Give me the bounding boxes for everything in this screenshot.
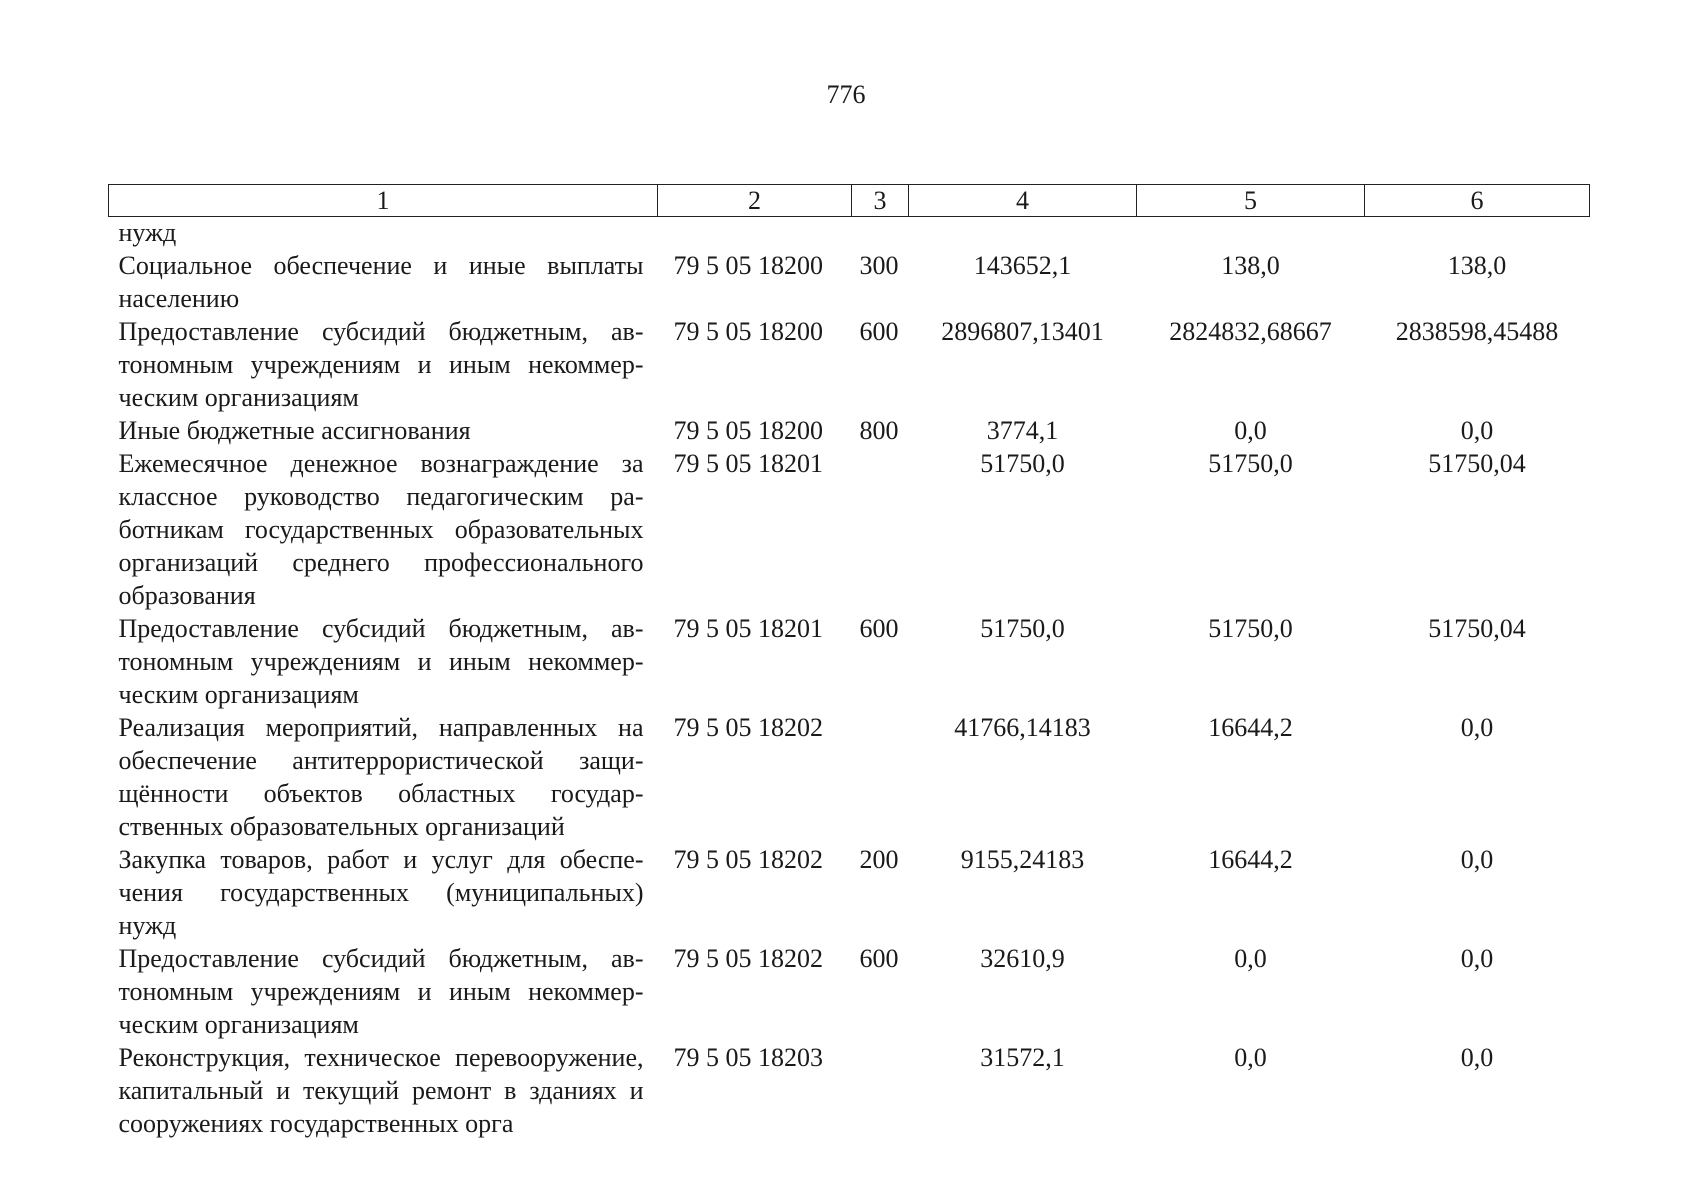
row-name: Предоставление субсидий бюджетным, автономным учреждениям и иным некоммерческим организациям (118, 317, 644, 412)
row-value-col6: 0,0 (1460, 416, 1494, 445)
row-value-col4 (909, 217, 1137, 250)
row-value-col4: 32610,9 (980, 944, 1065, 973)
row-expense-type: 300 (859, 251, 899, 280)
row-name: Реконструкция, техническое перевооружение, капитальный и текущий ремонт в зданиях и сооружениях государственных орга (118, 1043, 644, 1138)
table-header-row (109, 185, 1590, 217)
row-name: Предоставление субсидий бюджетным, автономным учреждениям и иным некоммерческим организациям (118, 614, 644, 709)
row-expense-type: 200 (859, 845, 899, 874)
row-code: 79 5 05 18200 (673, 317, 823, 346)
row-expense-type (852, 217, 909, 250)
row-expense-type (852, 1041, 909, 1140)
row-name: Реализация мероприятий, направленных на обеспечение антитеррористической защищённости объектов областных государственных образовательных организаций (118, 713, 644, 841)
row-value-col5: 0,0 (1234, 416, 1267, 445)
row-name: Иные бюджетные ассигнования (118, 416, 471, 445)
table-row (109, 315, 1590, 414)
row-code: 79 5 05 18203 (673, 1043, 823, 1072)
table-row (109, 612, 1590, 711)
row-value-col5: 0,0 (1234, 944, 1267, 973)
row-value-col6: 138,0 (1447, 251, 1507, 280)
row-value-col6: 2838598,45488 (1395, 317, 1559, 346)
row-code: 79 5 05 18200 (673, 416, 823, 445)
row-value-col4: 2896807,13401 (941, 317, 1104, 346)
row-value-col6: 51750,04 (1428, 614, 1526, 643)
row-code: 79 5 05 18202 (673, 944, 823, 973)
table-row (109, 249, 1590, 315)
row-value-col5: 16644,2 (1208, 713, 1293, 742)
page-number: 776 (826, 80, 866, 109)
row-value-col6 (1365, 217, 1590, 250)
table-row (109, 414, 1590, 447)
row-name: Ежемесячное денежное вознаграждение за классное руководство педагогическим работникам государственных образовательных организаций среднего профессионального образования (118, 449, 644, 610)
row-value-col4: 3774,1 (986, 416, 1059, 445)
column-header-6: 6 (1365, 185, 1590, 217)
row-value-col5: 2824832,68667 (1169, 317, 1332, 346)
row-name: нужд (118, 218, 177, 247)
row-name: Закупка товаров, работ и услуг для обеспечения государственных (муниципальных) нужд (118, 845, 644, 940)
table-row (109, 217, 1590, 250)
row-value-col4: 41766,14183 (954, 713, 1091, 742)
column-header-5: 5 (1137, 185, 1365, 217)
row-value-col4: 31572,1 (980, 1043, 1065, 1072)
row-expense-type (852, 447, 909, 612)
column-header-2: 2 (658, 185, 852, 217)
column-header-3: 3 (852, 185, 909, 217)
table-row (109, 711, 1590, 843)
row-code: 79 5 05 18200 (673, 251, 823, 280)
row-expense-type: 600 (859, 614, 899, 643)
row-expense-type: 800 (859, 416, 899, 445)
row-value-col4: 51750,0 (980, 449, 1065, 478)
row-value-col6: 0,0 (1460, 845, 1494, 874)
row-code: 79 5 05 18202 (673, 713, 823, 742)
row-value-col4: 51750,0 (980, 614, 1065, 643)
table-row (109, 447, 1590, 612)
row-value-col6: 51750,04 (1428, 449, 1526, 478)
row-value-col4: 9155,24183 (960, 845, 1085, 874)
row-value-col6: 0,0 (1460, 713, 1494, 742)
table-row (109, 843, 1590, 942)
row-expense-type (852, 711, 909, 843)
row-name: Предоставление субсидий бюджетным, автономным учреждениям и иным некоммерческим организациям (118, 944, 644, 1039)
row-expense-type: 600 (859, 944, 899, 973)
row-value-col5: 51750,0 (1208, 614, 1293, 643)
row-code (658, 217, 852, 250)
row-code: 79 5 05 18201 (673, 449, 823, 478)
row-expense-type: 600 (859, 317, 899, 346)
row-value-col6: 0,0 (1460, 944, 1494, 973)
row-code: 79 5 05 18202 (673, 845, 823, 874)
row-value-col5: 51750,0 (1208, 449, 1293, 478)
row-value-col5: 16644,2 (1208, 845, 1293, 874)
table-row (109, 942, 1590, 1041)
row-value-col6: 0,0 (1460, 1043, 1494, 1072)
table-row (109, 1041, 1590, 1140)
row-value-col5: 0,0 (1234, 1043, 1267, 1072)
row-code: 79 5 05 18201 (673, 614, 823, 643)
column-header-4: 4 (909, 185, 1137, 217)
row-value-col4: 143652,1 (973, 251, 1072, 280)
row-value-col5 (1137, 217, 1365, 250)
budget-table (108, 184, 1590, 1140)
column-header-1: 1 (109, 185, 658, 217)
row-value-col5: 138,0 (1221, 251, 1280, 280)
row-name: Социальное обеспечение и иные выплаты населению (118, 251, 644, 313)
